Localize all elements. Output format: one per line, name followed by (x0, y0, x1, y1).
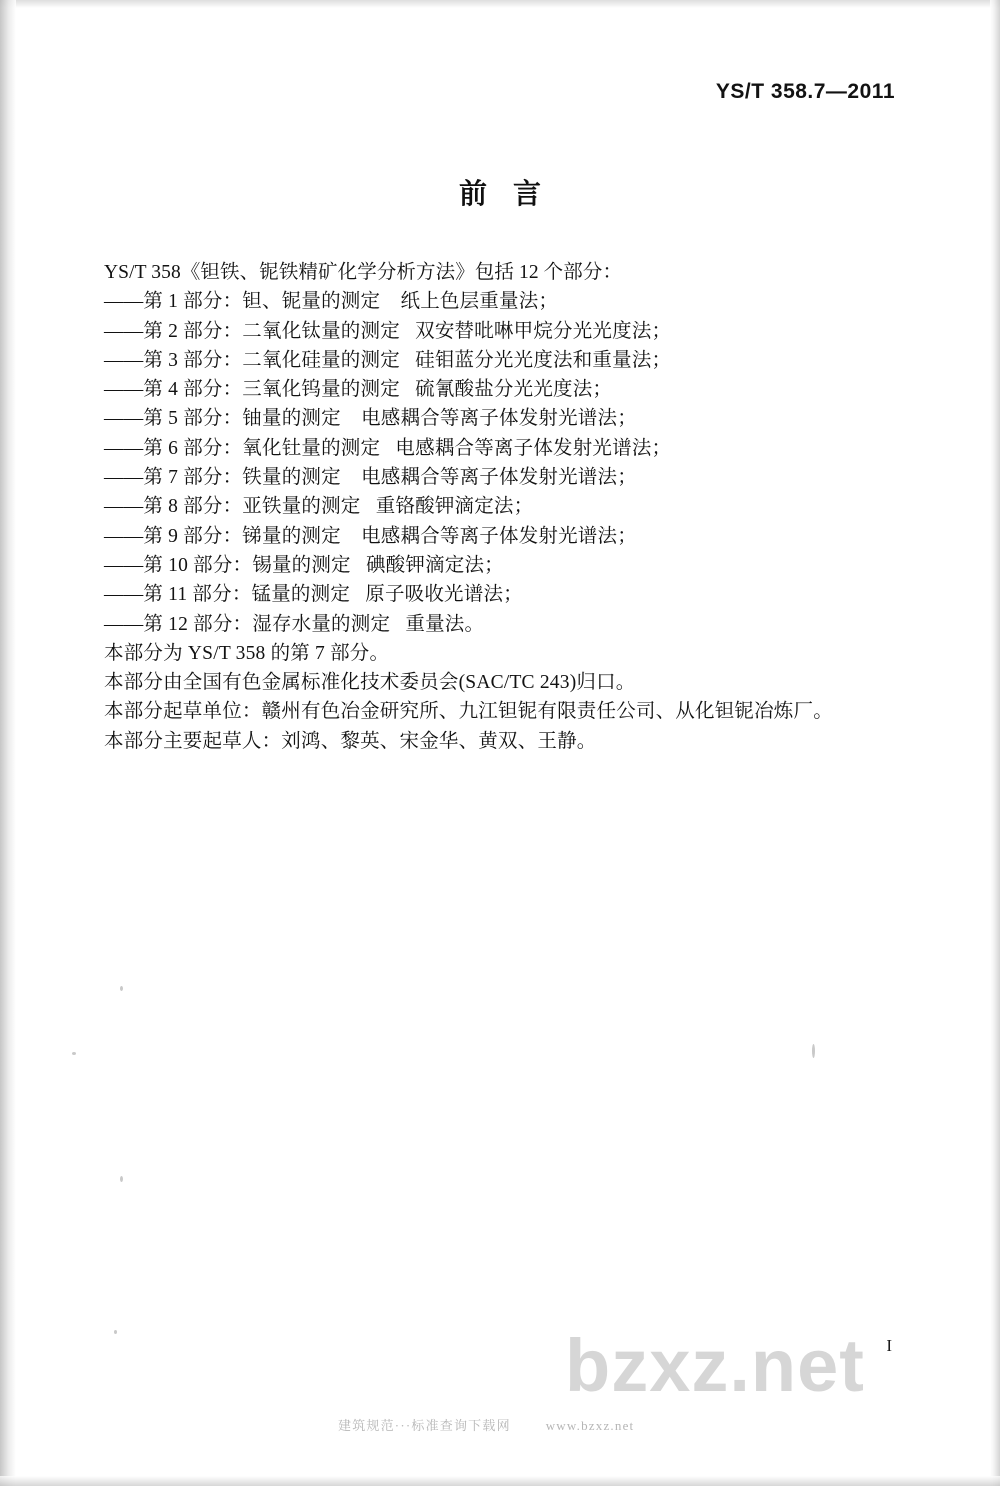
scan-edge-bottom (0, 1476, 1000, 1486)
foreword-part-item: ——第 4 部分：三氧化钨量的测定 硫氰酸盐分光光度法； (104, 379, 613, 401)
foreword-intro: YS/T 358《钽铁、铌铁精矿化学分析方法》包括 12 个部分： (104, 262, 623, 283)
footer-note (338, 1415, 634, 1434)
scan-speckle (120, 986, 123, 991)
foreword-statement: 本部分由全国有色金属标准化技术委员会(SAC/TC 243)归口。 (104, 672, 636, 694)
foreword-statement: 本部分为 YS/T 358 的第 7 部分。 (104, 642, 390, 664)
foreword-part-item: ——第 10 部分：锡量的测定 碘酸钾滴定法； (104, 554, 504, 576)
foreword-part-item: ——第 6 部分：氧化钍量的测定 电感耦合等离子体发射光谱法； (104, 437, 672, 459)
scan-speckle (114, 1330, 117, 1334)
scan-speckle (812, 1044, 815, 1058)
footer-note-left: 建筑规范···标准查询下载网 (338, 1418, 511, 1433)
foreword-part-item: ——第 2 部分：二氧化钛量的测定 双安替吡啉甲烷分光光度法； (104, 320, 672, 342)
foreword-body (104, 258, 894, 756)
foreword-part-item: ——第 11 部分：锰量的测定 原子吸收光谱法； (104, 584, 523, 606)
foreword-part-item: ——第 8 部分：亚铁量的测定 重铬酸钾滴定法； (104, 496, 534, 518)
foreword-part-item: ——第 12 部分：湿存水量的测定 重量法。 (104, 613, 485, 635)
foreword-part-item: ——第 7 部分：铁量的测定 电感耦合等离子体发射光谱法； (104, 467, 637, 489)
scan-edge-top (0, 0, 1000, 8)
watermark-text: bzxz.net (565, 1324, 865, 1407)
foreword-part-item: ——第 9 部分：锑量的测定 电感耦合等离子体发射光谱法； (104, 525, 637, 547)
foreword-part-item: ——第 3 部分：二氧化硅量的测定 硅钼蓝分光光度法和重量法； (104, 349, 672, 371)
foreword-statement: 本部分主要起草人：刘鸿、黎英、宋金华、黄双、王静。 (104, 730, 597, 752)
scan-edge-right (990, 0, 1000, 1486)
footer-note-right: www.bzxz.net (545, 1418, 635, 1433)
scan-speckle (72, 1052, 76, 1055)
scan-edge-left (0, 0, 16, 1486)
foreword-part-item: ——第 1 部分：钽、铌量的测定 纸上色层重量法； (104, 291, 559, 313)
scan-speckle (120, 1176, 123, 1182)
standard-code-header: YS/T 358.7—2011 (715, 80, 895, 103)
foreword-statement: 本部分起草单位：赣州有色冶金研究所、九江钽铌有限责任公司、从化钽铌冶炼厂。 (104, 701, 833, 723)
page-title: 前言 (458, 179, 567, 210)
page-number: I (886, 1336, 892, 1355)
foreword-part-item: ——第 5 部分：铀量的测定 电感耦合等离子体发射光谱法； (104, 408, 637, 430)
